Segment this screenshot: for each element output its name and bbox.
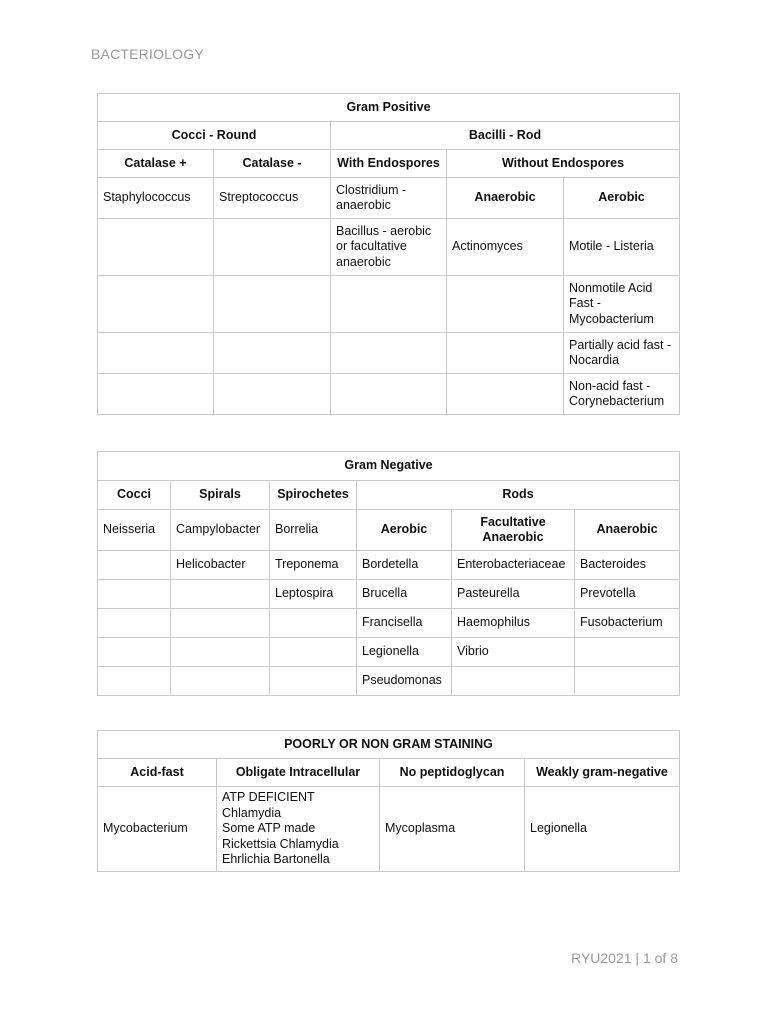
table-cell bbox=[270, 609, 357, 638]
table-cell bbox=[171, 638, 270, 667]
table-cell: Nonmotile Acid Fast - Mycobacterium bbox=[564, 276, 680, 333]
table-cell: Motile - Listeria bbox=[564, 219, 680, 276]
table-cell bbox=[331, 374, 447, 415]
table-cell bbox=[214, 333, 331, 374]
table-cell: Leptospira bbox=[270, 580, 357, 609]
anaerobic-header: Anaerobic bbox=[447, 178, 564, 219]
table-cell bbox=[331, 276, 447, 333]
table-cell: Fusobacterium bbox=[575, 609, 680, 638]
cocci-round-header: Cocci - Round bbox=[98, 122, 331, 150]
gram-negative-table bbox=[97, 451, 680, 696]
table-cell bbox=[98, 219, 214, 276]
table-cell: Pasteurella bbox=[452, 580, 575, 609]
table-cell: Legionella bbox=[357, 638, 452, 667]
table-cell: Helicobacter bbox=[171, 551, 270, 580]
table-cell bbox=[447, 374, 564, 415]
table-cell: Mycobacterium bbox=[98, 787, 217, 872]
table-cell: Haemophilus bbox=[452, 609, 575, 638]
table-cell bbox=[214, 276, 331, 333]
table-cell: Non-acid fast - Corynebacterium bbox=[564, 374, 680, 415]
without-endospores-header: Without Endospores bbox=[447, 150, 680, 178]
table-cell: Partially acid fast - Nocardia bbox=[564, 333, 680, 374]
table-cell: Treponema bbox=[270, 551, 357, 580]
page-header: BACTERIOLOGY bbox=[91, 46, 204, 62]
table-cell bbox=[331, 333, 447, 374]
table-cell bbox=[171, 667, 270, 696]
table-cell: Streptococcus bbox=[214, 178, 331, 219]
with-endospores-header: With Endospores bbox=[331, 150, 447, 178]
obligate-intracellular-cell bbox=[217, 787, 380, 872]
acid-fast-header: Acid-fast bbox=[98, 759, 217, 787]
table-cell bbox=[575, 667, 680, 696]
table-cell: Bordetella bbox=[357, 551, 452, 580]
gram-positive-title: Gram Positive bbox=[98, 94, 680, 122]
table-cell bbox=[447, 333, 564, 374]
table-cell: Neisseria bbox=[98, 510, 171, 551]
table-cell bbox=[98, 333, 214, 374]
bacilli-rod-header: Bacilli - Rod bbox=[331, 122, 680, 150]
table-cell: Bacteroides bbox=[575, 551, 680, 580]
table-cell: Actinomyces bbox=[447, 219, 564, 276]
rods-header: Rods bbox=[357, 481, 680, 510]
catalase-negative-header: Catalase - bbox=[214, 150, 331, 178]
table-cell bbox=[98, 276, 214, 333]
cell-line: ATP DEFICIENT Chlamydia bbox=[222, 790, 315, 820]
cocci-header: Cocci bbox=[98, 481, 171, 510]
table-cell bbox=[452, 667, 575, 696]
anaerobic-header: Anaerobic bbox=[575, 510, 680, 551]
table-cell bbox=[214, 219, 331, 276]
aerobic-header: Aerobic bbox=[564, 178, 680, 219]
cell-line: Ehrlichia Bartonella bbox=[222, 852, 330, 866]
table-cell bbox=[98, 638, 171, 667]
table-cell: Clostridium - anaerobic bbox=[331, 178, 447, 219]
facultative-anaerobic-header: Facultative Anaerobic bbox=[452, 510, 575, 551]
table-cell bbox=[171, 580, 270, 609]
table-cell bbox=[98, 580, 171, 609]
table-cell: Francisella bbox=[357, 609, 452, 638]
aerobic-header: Aerobic bbox=[357, 510, 452, 551]
catalase-positive-header: Catalase + bbox=[98, 150, 214, 178]
page-footer: RYU2021 | 1 of 8 bbox=[571, 950, 678, 966]
spirochetes-header: Spirochetes bbox=[270, 481, 357, 510]
table-cell bbox=[270, 667, 357, 696]
table-cell bbox=[447, 276, 564, 333]
poorly-staining-table bbox=[97, 730, 680, 872]
cell-line: Some ATP made bbox=[222, 821, 316, 835]
no-peptidoglycan-header: No peptidoglycan bbox=[380, 759, 525, 787]
table-cell: Campylobacter bbox=[171, 510, 270, 551]
table-cell: Brucella bbox=[357, 580, 452, 609]
table-cell: Staphylococcus bbox=[98, 178, 214, 219]
obligate-intracellular-header: Obligate Intracellular bbox=[217, 759, 380, 787]
table-cell: Vibrio bbox=[452, 638, 575, 667]
table-cell: Mycoplasma bbox=[380, 787, 525, 872]
poorly-staining-title: POORLY OR NON GRAM STAINING bbox=[98, 731, 680, 759]
table-cell: Enterobacteriaceae bbox=[452, 551, 575, 580]
table-cell bbox=[98, 551, 171, 580]
gram-negative-title: Gram Negative bbox=[98, 452, 680, 481]
spirals-header: Spirals bbox=[171, 481, 270, 510]
table-cell: Bacillus - aerobic or facultative anaerobic bbox=[331, 219, 447, 276]
table-cell: Pseudomonas bbox=[357, 667, 452, 696]
table-cell: Prevotella bbox=[575, 580, 680, 609]
table-cell bbox=[214, 374, 331, 415]
table-cell bbox=[171, 609, 270, 638]
table-cell bbox=[270, 638, 357, 667]
table-cell bbox=[575, 638, 680, 667]
table-cell bbox=[98, 609, 171, 638]
gram-positive-table bbox=[97, 93, 680, 415]
table-cell: Legionella bbox=[525, 787, 680, 872]
weakly-gram-negative-header: Weakly gram-negative bbox=[525, 759, 680, 787]
table-cell bbox=[98, 667, 171, 696]
table-cell bbox=[98, 374, 214, 415]
table-cell: Borrelia bbox=[270, 510, 357, 551]
cell-line: Rickettsia Chlamydia bbox=[222, 836, 339, 851]
